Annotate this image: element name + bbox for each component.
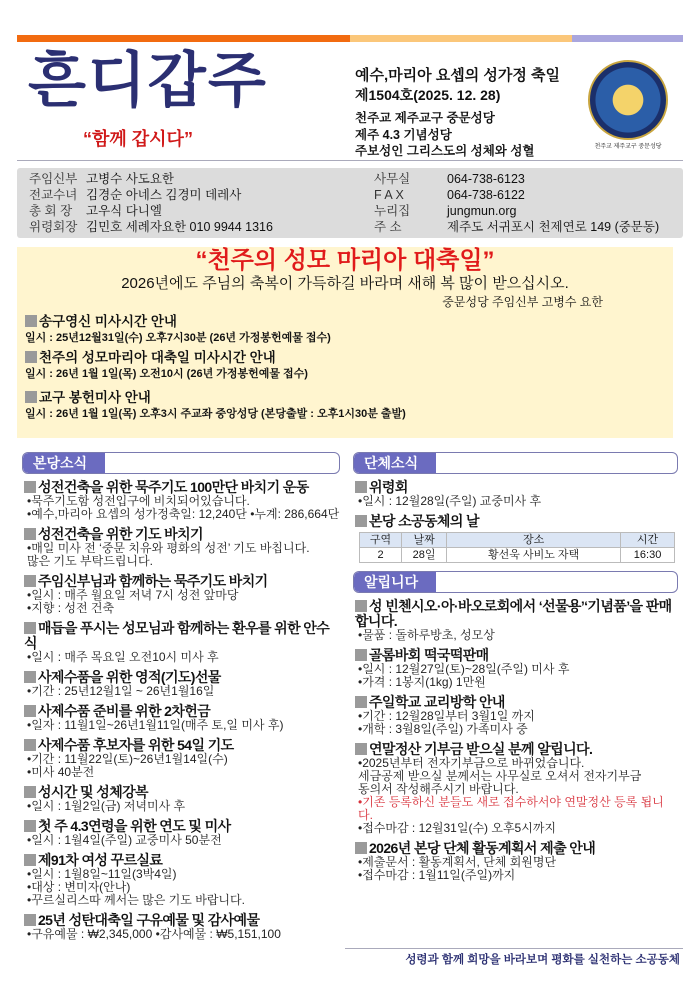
item-title bbox=[24, 819, 340, 834]
square-bullet-icon bbox=[24, 528, 36, 540]
item-title bbox=[355, 841, 678, 856]
item-title bbox=[355, 599, 678, 629]
footer-motto: 성령과 함께 희망을 바라보며 평화를 실천하는 소공동체 bbox=[405, 954, 680, 966]
item-title-text: 첫 주 4.3연령을 위한 연도 및 미사 bbox=[38, 818, 231, 834]
divider bbox=[17, 160, 683, 161]
info-row bbox=[374, 203, 517, 219]
event-item bbox=[25, 314, 673, 345]
item-line: •제출문서 : 활동계획서, 단체 회원명단 bbox=[358, 855, 557, 869]
event-detail: 일시 : 26년 1월 1일(목) 오전10시 (26년 가정봉헌예물 접수) bbox=[25, 368, 308, 380]
item-line: •일시 : 매주 월요일 저녁 7시 성전 앞마당 bbox=[27, 588, 239, 602]
church-name: 천주교 제주교구 중문성당 bbox=[355, 110, 495, 125]
section-title: 단체소식 bbox=[354, 453, 436, 473]
item-title-text: 위령회 bbox=[369, 479, 408, 495]
table-row bbox=[360, 548, 675, 563]
info-value: 제주도 서귀포시 천제연로 149 (중문동) bbox=[447, 220, 660, 234]
item-title bbox=[355, 742, 678, 757]
event-detail: 일시 : 26년 1월 1일(목) 오후3시 주교좌 중앙성당 (본당출발 : 오후1시30분 출발) bbox=[25, 408, 406, 420]
event-item bbox=[25, 390, 673, 421]
info-label: 총 회 장 bbox=[29, 204, 73, 218]
masthead-logo bbox=[28, 44, 328, 156]
item-title bbox=[24, 785, 340, 800]
news-item bbox=[353, 599, 678, 642]
event-item bbox=[25, 350, 673, 381]
square-bullet-icon bbox=[25, 315, 37, 327]
table-header: 시간 bbox=[621, 533, 675, 548]
item-line: •기간 : 12월28일부터 3월1일 까지 bbox=[358, 709, 535, 723]
square-bullet-icon bbox=[355, 842, 367, 854]
news-item bbox=[22, 785, 340, 813]
info-value: 064-738-6123 bbox=[447, 172, 525, 186]
square-bullet-icon bbox=[24, 914, 36, 926]
info-label: F A X bbox=[374, 188, 404, 202]
section-header-notices bbox=[353, 571, 678, 593]
feature-signature: 중문성당 주임신부 고병수 요한 bbox=[442, 295, 603, 309]
item-line: •접수마감 : 1월11일(주일)까지 bbox=[358, 868, 516, 882]
square-bullet-icon bbox=[24, 786, 36, 798]
item-title-text: 성시간 및 성체강복 bbox=[38, 784, 148, 800]
seal-caption: 천주교 제주교구 중문성당 bbox=[594, 144, 662, 150]
item-title-text: 2026년 본당 단체 활동계획서 제출 안내 bbox=[369, 840, 596, 856]
item-title-text: 성 빈첸시오·아·바오로회에서 ‘선물용’‘기념품’을 판매합니다. bbox=[355, 598, 672, 629]
info-row bbox=[374, 171, 525, 187]
square-bullet-icon bbox=[24, 820, 36, 832]
event-title bbox=[25, 314, 673, 330]
feature-title: “천주의 성모 마리아 대축일” bbox=[195, 247, 495, 274]
parish-news-column bbox=[22, 452, 340, 941]
section-title: 본당소식 bbox=[23, 453, 105, 473]
item-title bbox=[24, 704, 340, 719]
news-item bbox=[22, 480, 340, 521]
news-item bbox=[22, 853, 340, 907]
item-line: •일시 : 1월8일~11일(3박4일) bbox=[27, 867, 177, 881]
feast-name: 예수,마리아 요셉의 성가정 축일 bbox=[355, 67, 561, 84]
info-label: 사무실 bbox=[374, 172, 411, 186]
info-label: 주 소 bbox=[374, 220, 402, 234]
item-title bbox=[355, 695, 678, 710]
info-value: 고우식 다니엘 bbox=[86, 204, 162, 218]
item-title-text: 골롬바회 떡국떡판매 bbox=[369, 647, 489, 663]
info-value: 064-738-6122 bbox=[447, 188, 525, 202]
top-bar-orange bbox=[17, 35, 350, 42]
info-row bbox=[29, 203, 162, 219]
right-column bbox=[353, 452, 678, 882]
issue-header bbox=[355, 66, 560, 160]
table-cell: 28일 bbox=[402, 548, 447, 563]
item-line: •묵주기도함 성전입구에 비치되어있습니다. bbox=[27, 494, 250, 508]
news-item bbox=[22, 704, 340, 732]
item-title-text: 성전건축을 위한 묵주기도 100만단 바치기 운동 bbox=[38, 479, 309, 495]
news-item bbox=[22, 574, 340, 615]
item-title-text: 주임신부님과 함께하는 묵주기도 바치기 bbox=[38, 573, 268, 589]
item-line: •일시 : 12월27일(토)~28일(주일) 미사 후 bbox=[358, 662, 570, 676]
square-bullet-icon bbox=[355, 743, 367, 755]
item-title-text: 사제수품 준비를 위한 2차헌금 bbox=[38, 703, 211, 719]
news-item bbox=[353, 514, 678, 529]
item-line: •일시 : 매주 목요일 오전10시 미사 후 bbox=[27, 650, 219, 664]
info-row bbox=[374, 219, 659, 235]
item-line: •일자 : 11월1일~26년1월11일(매주 토,일 미사 후) bbox=[27, 718, 284, 732]
table-cell: 16:30 bbox=[621, 548, 675, 563]
item-title bbox=[24, 738, 340, 753]
item-line: •접수마감 : 12월31일(수) 오후5시까지 bbox=[358, 821, 557, 835]
item-title bbox=[24, 913, 340, 928]
footer-divider bbox=[345, 948, 683, 949]
square-bullet-icon bbox=[24, 739, 36, 751]
square-bullet-icon bbox=[24, 671, 36, 683]
item-title bbox=[355, 648, 678, 663]
item-line: 동의서 작성해주시기 바랍니다. bbox=[358, 782, 519, 796]
news-item bbox=[22, 819, 340, 847]
info-label: 누리집 bbox=[374, 204, 411, 218]
table-cell: 황선욱 사비노 자택 bbox=[447, 548, 621, 563]
info-value: 김민호 세례자요한 010 9944 1316 bbox=[86, 220, 273, 234]
item-title-text: 본당 소공동체의 날 bbox=[369, 513, 479, 529]
item-line: •일시 : 1월2일(금) 저녁미사 후 bbox=[27, 799, 186, 813]
masthead-slogan: “함께 갑시다” bbox=[83, 129, 193, 149]
item-line: •지향 : 성전 건축 bbox=[27, 601, 115, 615]
event-title-text: 교구 봉헌미사 안내 bbox=[39, 390, 151, 405]
info-label: 주임신부 bbox=[29, 172, 78, 186]
item-line: •물품 : 돌하루방초, 성모상 bbox=[358, 628, 495, 642]
info-row bbox=[374, 187, 525, 203]
info-value: 고병수 사도요한 bbox=[86, 172, 174, 186]
news-item bbox=[353, 841, 678, 882]
item-title-text: 사제수품 후보자를 위한 54일 기도 bbox=[38, 737, 234, 753]
patron-saint: 주보성인 그리스도의 성체와 성혈 bbox=[355, 144, 535, 159]
square-bullet-icon bbox=[24, 481, 36, 493]
info-label: 전교수녀 bbox=[29, 188, 78, 202]
square-bullet-icon bbox=[25, 351, 37, 363]
table-header: 구역 bbox=[360, 533, 402, 548]
section-header-parish bbox=[22, 452, 340, 474]
item-title-text: 성전건축을 위한 기도 바치기 bbox=[38, 526, 203, 542]
item-line: •2025년부터 전자기부금으로 바뀌었습니다. bbox=[358, 756, 585, 770]
event-title-text: 송구영신 미사시간 안내 bbox=[39, 314, 177, 329]
community-day-table bbox=[359, 532, 675, 563]
item-line: •꾸르실리스따 께서는 많은 기도 바랍니다. bbox=[27, 893, 245, 907]
info-row bbox=[29, 187, 241, 203]
square-bullet-icon bbox=[24, 854, 36, 866]
square-bullet-icon bbox=[24, 575, 36, 587]
item-title bbox=[355, 480, 678, 495]
news-item bbox=[353, 742, 678, 835]
news-item bbox=[22, 913, 340, 941]
square-bullet-icon bbox=[355, 600, 367, 612]
item-title-text: 연말정산 기부금 받으실 분께 알립니다. bbox=[369, 741, 593, 757]
info-value: 김경순 아네스 김경미 데레사 bbox=[86, 188, 242, 202]
square-bullet-icon bbox=[24, 705, 36, 717]
item-line: 세금공제 받으실 분께서는 사무실로 오셔서 전자기부금 bbox=[358, 769, 642, 783]
item-title bbox=[24, 527, 340, 542]
item-title bbox=[24, 621, 340, 651]
item-title bbox=[24, 670, 340, 685]
news-item bbox=[353, 695, 678, 736]
news-item bbox=[353, 648, 678, 689]
item-line: •개학 : 3월8일(주일) 가족미사 중 bbox=[358, 722, 528, 736]
top-bar-lavender bbox=[572, 35, 683, 42]
item-title-text: 매듭을 푸시는 성모님과 함께하는 환우를 위한 안수식 bbox=[24, 620, 330, 651]
church-seal-logo bbox=[588, 60, 668, 140]
info-label: 위령회장 bbox=[29, 220, 78, 234]
event-title bbox=[25, 390, 673, 406]
item-line: •구유예물 : ₩2,345,000 •감사예물 : ₩5,151,100 bbox=[27, 927, 281, 941]
info-row bbox=[29, 219, 273, 235]
news-item bbox=[22, 527, 340, 568]
issue-number: 제1504호(2025. 12. 28) bbox=[355, 86, 501, 103]
item-title-text: 제91차 여성 꾸르실료 bbox=[38, 852, 163, 868]
square-bullet-icon bbox=[355, 515, 367, 527]
table-header: 장소 bbox=[447, 533, 621, 548]
item-title bbox=[24, 480, 340, 495]
item-line: 많은 기도 부탁드립니다. bbox=[27, 554, 153, 568]
item-title bbox=[24, 574, 340, 589]
news-item bbox=[22, 670, 340, 698]
item-line: •예수,마리아 요셉의 성가정축일: 12,240단 •누계: 286,664단 bbox=[27, 507, 340, 521]
item-title-text: 사제수품을 위한 영적(기도)선물 bbox=[38, 669, 221, 685]
contact-info-box bbox=[17, 168, 683, 238]
item-line: •미사 40분전 bbox=[27, 765, 95, 779]
info-value: jungmun.org bbox=[447, 204, 517, 218]
item-line: •일시 : 1월4일(주일) 교중미사 50분전 bbox=[27, 833, 222, 847]
item-line: •일시 : 12월28일(주일) 교중미사 후 bbox=[358, 494, 542, 508]
item-line: •기간 : 11월22일(토)~26년1월14일(수) bbox=[27, 752, 228, 766]
feature-greeting: 2026년에도 주님의 축복이 가득하길 바라며 새해 복 많이 받으십시오. bbox=[121, 275, 569, 292]
item-title-text: 주일학교 교리방학 안내 bbox=[369, 694, 505, 710]
item-line: •가격 : 1봉지(1kg) 1만원 bbox=[358, 675, 486, 689]
news-item bbox=[353, 480, 678, 508]
feature-box bbox=[17, 247, 673, 438]
section-title: 알립니다 bbox=[354, 572, 436, 592]
news-item bbox=[22, 738, 340, 779]
square-bullet-icon bbox=[25, 391, 37, 403]
news-item bbox=[22, 621, 340, 664]
info-row bbox=[29, 171, 174, 187]
event-list bbox=[17, 314, 673, 421]
item-title bbox=[24, 853, 340, 868]
event-title-text: 천주의 성모마리아 대축일 미사시간 안내 bbox=[39, 350, 276, 365]
item-line: •매일 미사 전 ‘중문 치유와 평화의 성전’ 기도 바칩니다. bbox=[27, 541, 310, 555]
event-detail: 일시 : 25년12월31일(수) 오후7시30분 (26년 가정봉헌예물 접수) bbox=[25, 332, 331, 344]
item-line: •기존 등록하신 분들도 새로 접수하서야 연말정산 등록 됩니다. bbox=[358, 795, 664, 822]
section-header-groups bbox=[353, 452, 678, 474]
table-header: 날짜 bbox=[402, 533, 447, 548]
table-cell: 2 bbox=[360, 548, 402, 563]
event-title bbox=[25, 350, 673, 366]
square-bullet-icon bbox=[24, 622, 36, 634]
masthead-title: 흔디갑주 bbox=[28, 46, 268, 116]
item-line: •기간 : 25년12월1일 ~ 26년1월16일 bbox=[27, 684, 215, 698]
square-bullet-icon bbox=[355, 696, 367, 708]
square-bullet-icon bbox=[355, 481, 367, 493]
square-bullet-icon bbox=[355, 649, 367, 661]
item-title bbox=[355, 514, 678, 529]
top-bar-lightorange bbox=[350, 35, 572, 42]
item-title-text: 25년 성탄대축일 구유예물 및 감사예물 bbox=[38, 912, 260, 928]
item-line: •대상 : 변미자(안나) bbox=[27, 880, 131, 894]
church-memorial: 제주 4.3 기념성당 bbox=[355, 127, 452, 142]
